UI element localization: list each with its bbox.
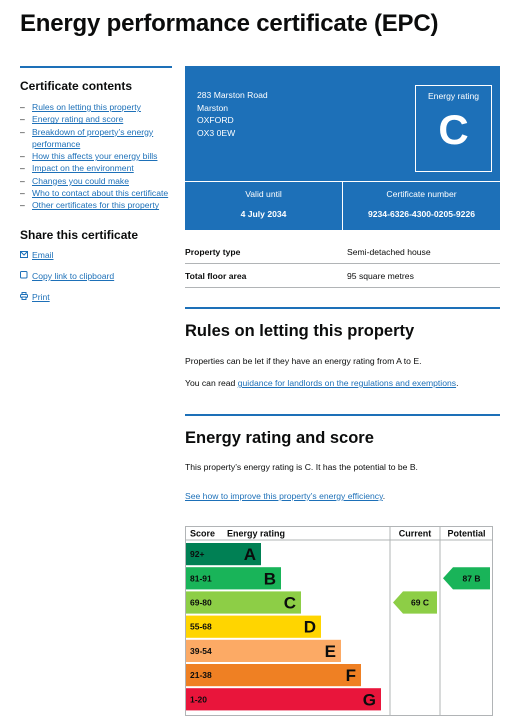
share-email-link[interactable]: Email	[32, 249, 54, 260]
band-score-label: 55-68	[190, 621, 212, 632]
energy-improve	[185, 490, 500, 502]
main-content	[185, 66, 500, 502]
contents-link[interactable]: Other certificates for this property	[32, 200, 160, 211]
valid-until	[185, 189, 342, 219]
guidance-link[interactable]: guidance for landlords on the regulations and exemptions	[237, 378, 457, 388]
contents-item-changes[interactable]: – Changes you could make	[20, 175, 129, 186]
contents-item-other[interactable]: – Other certificates for this property	[20, 200, 160, 211]
potential-rating-label: 87 B	[462, 573, 481, 584]
sidebar	[20, 66, 172, 313]
current-rating-label: 69 C	[411, 597, 429, 608]
header-energy-rating: Energy rating	[227, 528, 286, 539]
band-letter: B	[263, 569, 276, 589]
energy-heading: Energy rating and score	[185, 429, 374, 447]
fact-key: Total floor area	[185, 270, 247, 281]
share-print-link[interactable]: Print	[32, 291, 50, 302]
band-letter: C	[283, 593, 296, 613]
contents-item-rating[interactable]: – Energy rating and score	[20, 114, 124, 125]
header-score: Score	[190, 528, 216, 539]
contents-link[interactable]: Breakdown of property’s energy performance	[32, 126, 154, 149]
sidebar-divider	[20, 66, 172, 68]
address-line: OXFORD	[197, 115, 234, 125]
share-email[interactable]	[20, 250, 172, 260]
band-score-label: 81-91	[190, 573, 212, 584]
epc-chart-svg	[185, 526, 493, 716]
contents-item-environment[interactable]: – Impact on the environment	[20, 163, 134, 174]
fact-key: Property type	[185, 246, 241, 257]
share-heading: Share this certificate	[20, 227, 139, 242]
band-letter: F	[345, 666, 356, 686]
band-bar-e	[221, 640, 341, 662]
fact-row-floor-area	[185, 264, 500, 288]
contents-link[interactable]: How this affects your energy bills	[32, 151, 158, 162]
share-copy-link[interactable]: Copy link to clipboard	[32, 270, 115, 281]
energy-rating-letter: C	[438, 106, 469, 153]
rules-text: Properties can be let if they have an energy rating from A to E.	[185, 356, 422, 366]
valid-until-label: Valid until	[245, 189, 282, 199]
address-line: OX3 0EW	[197, 127, 236, 138]
contents-link[interactable]: Changes you could make	[32, 175, 129, 186]
epc-rating-chart	[185, 526, 493, 716]
contents-heading: Certificate contents	[20, 79, 133, 93]
contents-item-bills[interactable]: – How this affects your energy bills	[20, 151, 158, 162]
share-section	[20, 228, 172, 302]
contents-item-contact[interactable]: – Who to contact about this certificate	[20, 188, 169, 199]
header-current: Current	[398, 528, 432, 539]
share-print[interactable]	[20, 292, 172, 302]
band-score-label: 21-38	[190, 670, 212, 681]
contents-item-breakdown[interactable]: – Breakdown of property’s energy performance	[20, 126, 154, 149]
print-icon	[20, 292, 32, 302]
energy-rating-label: Energy rating	[427, 91, 480, 101]
property-address	[197, 89, 268, 139]
improve-link[interactable]: See how to improve this property’s energy efficiency	[185, 491, 383, 501]
contents-link[interactable]: Impact on the environment	[32, 163, 134, 174]
band-letter: D	[303, 617, 316, 637]
email-icon	[20, 250, 32, 260]
band-bar-f	[221, 664, 361, 686]
rules-guidance	[185, 377, 500, 389]
certificate-number-value: 9234-6326-4300-0205-9226	[367, 209, 476, 219]
header-potential: Potential	[447, 528, 486, 539]
band-letter: E	[324, 641, 336, 661]
guidance-suffix: .	[456, 378, 459, 388]
contents-list	[20, 101, 172, 212]
contents-link[interactable]: Rules on letting this property	[32, 102, 141, 112]
fact-value: 95 square metres	[347, 270, 414, 281]
copy-icon	[20, 271, 32, 281]
band-letter: G	[362, 690, 376, 710]
band-score-label: 92+	[190, 549, 205, 560]
fact-row-property-type	[185, 240, 500, 264]
property-facts	[185, 240, 500, 288]
improve-suffix: .	[382, 491, 386, 501]
fact-value: Semi-detached house	[347, 246, 431, 257]
page-title: Energy performance certificate (EPC)	[20, 10, 439, 37]
address-line: 283 Marston Road	[197, 90, 268, 100]
band-score-label: 69-80	[190, 597, 212, 608]
section-divider	[185, 414, 500, 416]
section-divider	[185, 307, 500, 309]
valid-until-value: 4 July 2034	[240, 209, 287, 219]
certificate-number-label: Certificate number	[386, 189, 457, 199]
band-score-label: 39-54	[190, 645, 212, 656]
address-line: Marston	[197, 102, 229, 113]
energy-rating-section	[185, 414, 500, 502]
share-copy[interactable]	[20, 271, 172, 281]
contents-link[interactable]: Who to contact about this certificate	[32, 188, 169, 199]
energy-rating-box	[415, 85, 492, 172]
energy-text: This property’s energy rating is C. It has the potential to be B.	[185, 462, 418, 472]
guidance-prefix: You can read	[185, 378, 238, 388]
certificate-summary	[185, 66, 500, 230]
certificate-number	[343, 189, 500, 219]
rules-heading: Rules on letting this property	[185, 322, 415, 340]
band-score-label: 1-20	[190, 694, 208, 705]
contents-link[interactable]: Energy rating and score	[32, 114, 124, 125]
contents-item-rules[interactable]: – Rules on letting this property	[20, 102, 141, 112]
band-letter: A	[243, 545, 256, 565]
band-bar-g	[221, 688, 381, 710]
rules-section	[185, 307, 500, 389]
